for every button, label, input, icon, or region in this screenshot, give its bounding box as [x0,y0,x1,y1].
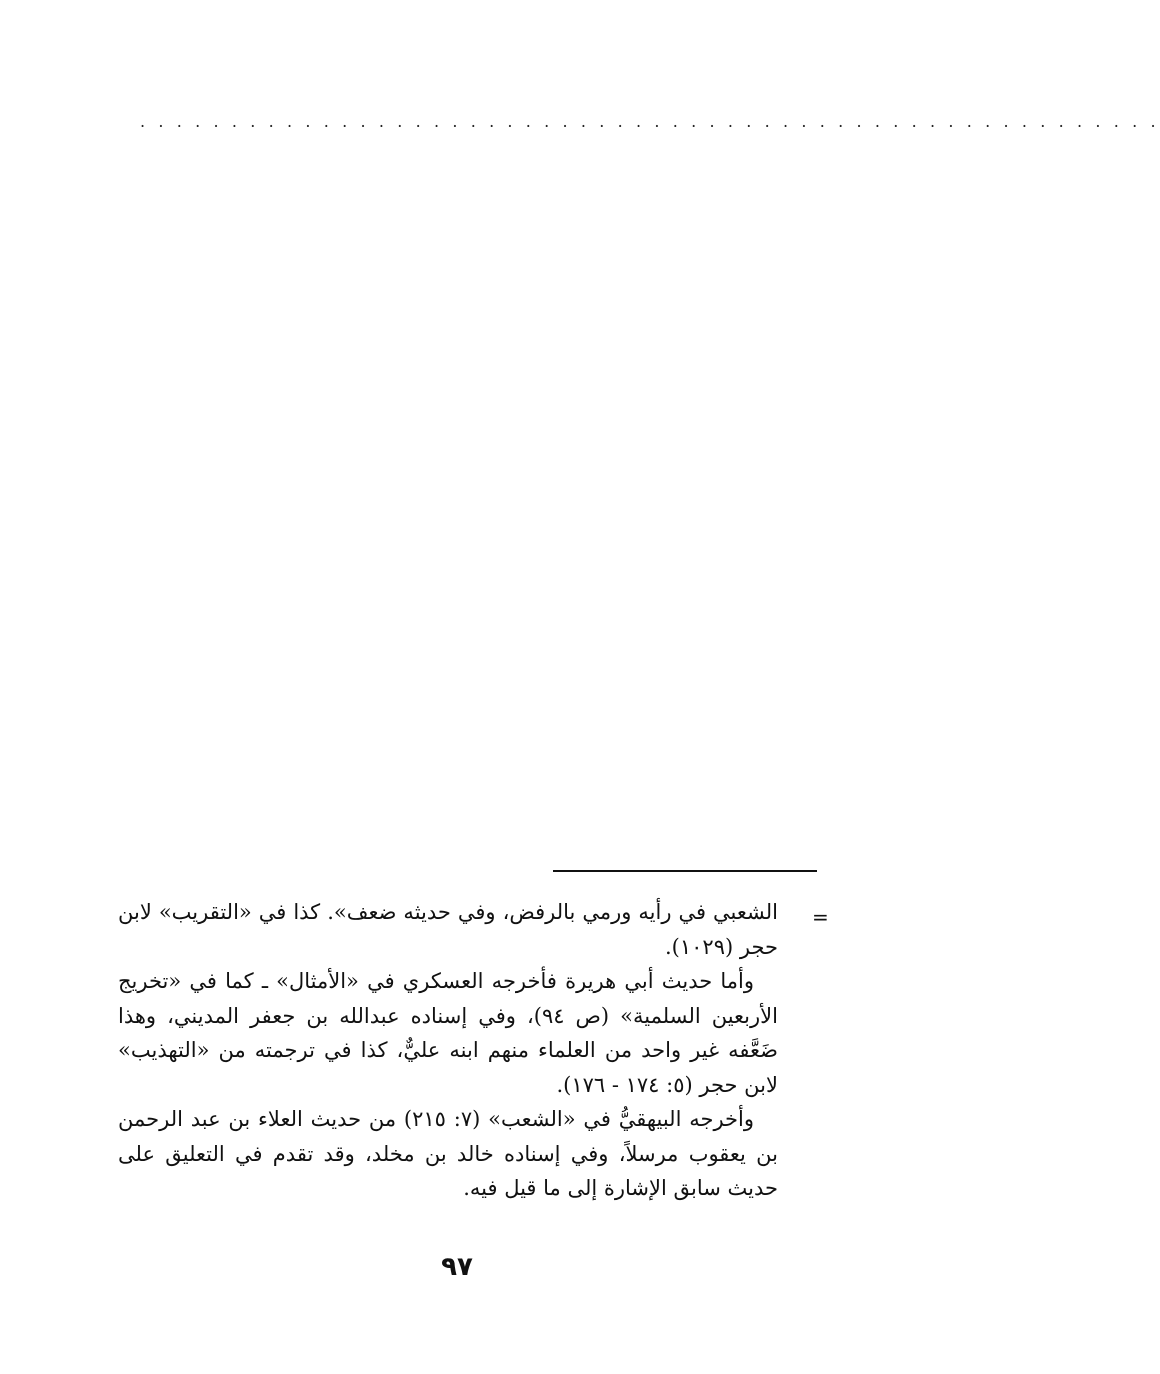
footnote-text [118,895,778,1206]
footnote-paragraph: وأخرجه البيهقيُّ في «الشعب» (٧: ٢١٥) من حديث العلاء بن عبد الرحمن بن يعقوب مرسلاً، وفي إسناده خالد بن مخلد، وقد تقدم في التعليق على حديث سابق الإشارة إلى ما قيل فيه. [118,1107,778,1200]
footnote-paragraph: وأما حديث أبي هريرة فأخرجه العسكري في «الأمثال» ـ كما في «تخريج الأربعين السلمية» (ص ٩٤)، وفي إسناده عبدالله بن جعفر المديني، وهذا ضَعَّفه غير واحد من العلماء منهم ابنه عليٌّ، كذا في ترجمته من «التهذيب» لابن حجر (٥: ١٧٤ - ١٧٦). [118,969,778,1097]
dotted-separator: . . . . . . . . . . . . . . . . . . . . . . . . . . . . . . . . . . . . . . . . . . . . . . . . . . . . . . . . [140,112,1160,131]
footnote-separator-line [553,870,817,872]
page-number: ٩٧ [441,1252,473,1282]
footnote-continuation-mark: = [812,905,829,929]
footnote-paragraph: الشعبي في رأيه ورمي بالرفض، وفي حديثه ضعف». كذا في «التقريب» لابن حجر (١٠٢٩). [118,900,778,959]
